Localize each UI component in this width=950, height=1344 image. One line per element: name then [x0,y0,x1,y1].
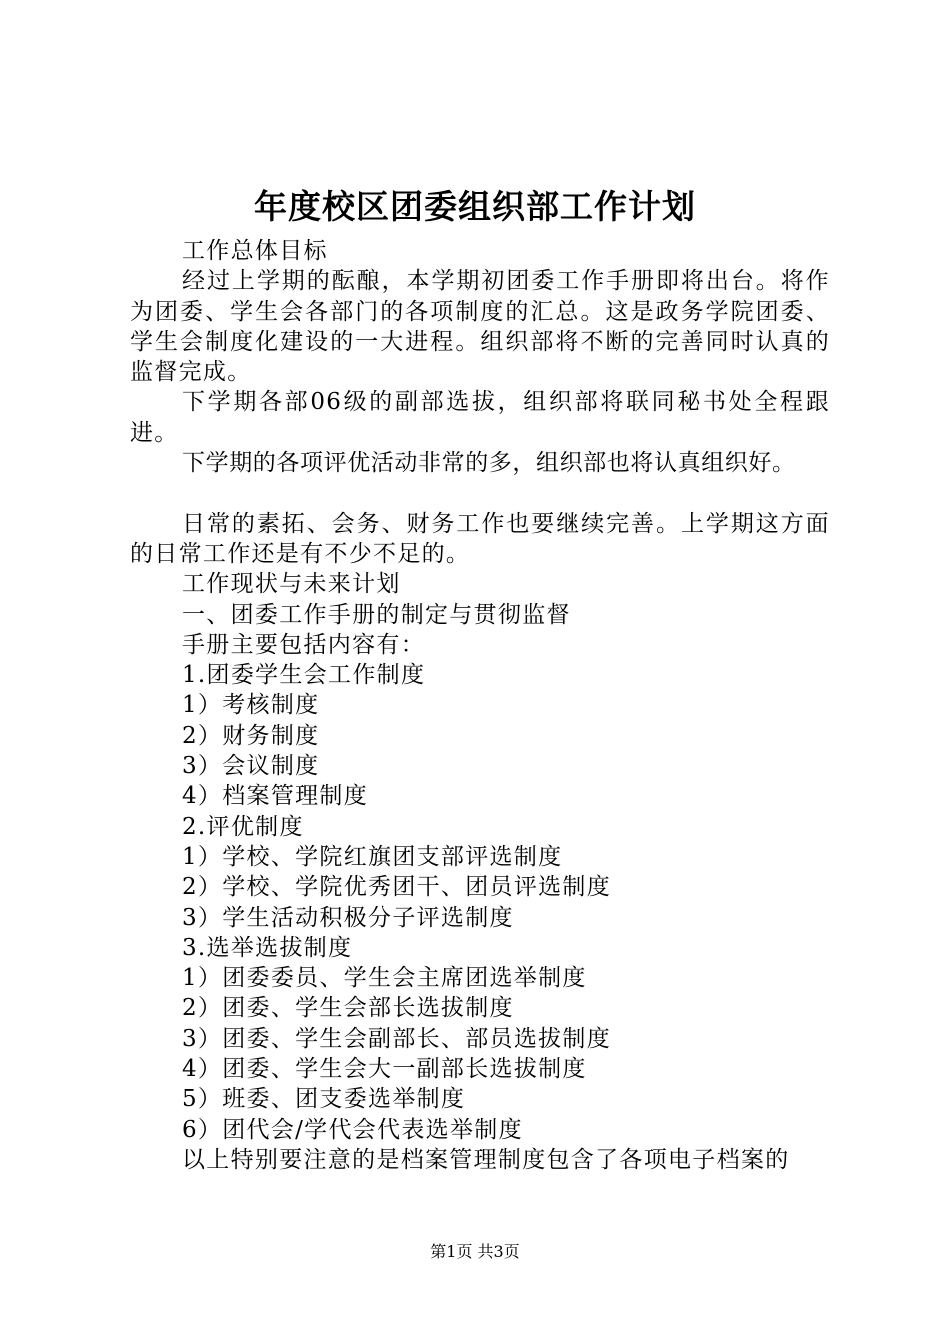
list-item: 6）团代会/学代会代表选举制度 [182,1116,523,1143]
list-item: 3）学生活动积极分子评选制度 [182,904,514,931]
list-item: 2）财务制度 [182,722,320,749]
list-heading: 1.团委学生会工作制度 [182,662,426,689]
paragraph: 手册主要包括内容有： [182,631,425,658]
list-item: 1）团委委员、学生会主席团选举制度 [182,965,587,992]
blank-line [130,478,830,508]
list-heading: 2.评优制度 [182,813,304,840]
list-item: 3）团委、学生会副部长、部员选拔制度 [182,1025,612,1052]
section-heading: 一、团委工作手册的制定与贯彻监督 [182,601,571,628]
paragraph: 下学期的各项评优活动非常的多，组织部也将认真组织好。 [182,450,796,477]
paragraph: 日常的素拓、会务、财务工作也要继续完善。上学期这方面的日常工作还是有不少不足的。 [130,510,830,567]
paragraph: 以上特别要注意的是档案管理制度包含了各项电子档案的 [182,1146,790,1173]
list-item: 5）班委、团支委选举制度 [182,1086,466,1113]
list-item: 2）学校、学院优秀团干、团员评选制度 [182,874,612,901]
list-item: 2）团委、学生会部长选拔制度 [182,995,514,1022]
paragraph: 经过上学期的酝酿，本学期初团委工作手册即将出台。将作为团委、学生会各部门的各项制度的汇总。这是政务学院团委、学生会制度化建设的一大进程。组织部将不断的完善同时认真的监督完成。 [130,268,830,386]
paragraph: 工作总体目标 [182,238,328,264]
document-body [130,236,830,1175]
page-footer: 第1页 共3页 [430,1242,520,1261]
list-item: 1）考核制度 [182,692,320,719]
list-item: 1）学校、学院红旗团支部评选制度 [182,843,563,870]
document-title: 年度校区团委组织部工作计划 [254,187,696,226]
list-item: 4）团委、学生会大一副部长选拔制度 [182,1056,587,1083]
section-heading: 工作现状与未来计划 [182,571,401,598]
paragraph: 下学期各部06级的副部选拔，组织部将联同秘书处全程跟进。 [130,389,830,446]
list-heading: 3.选举选拔制度 [182,934,353,961]
list-item: 3）会议制度 [182,753,320,780]
list-item: 4）档案管理制度 [182,783,369,810]
